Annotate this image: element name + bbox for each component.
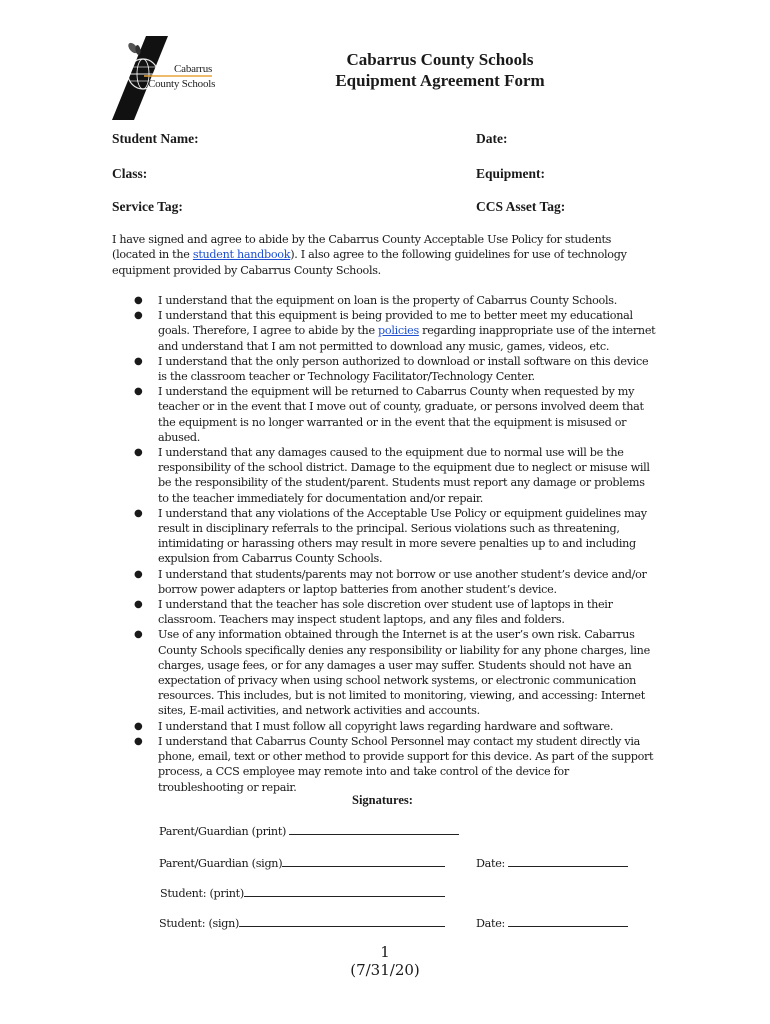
rule-text: I understand that any violations of the Acceptable Use Policy or equipment guidelines may result in disciplinary referrals to the principal. Serious violations such as threatening, intimidating or harassing others may result in more severe penalties up to and including expulsion from Cabarrus County Schools. [158, 506, 647, 566]
bullet-icon: ● [134, 310, 143, 322]
bullet-icon: ● [134, 629, 143, 641]
list-item [112, 445, 657, 506]
intro-text-start: I have signed and agree to abide by the Cabarrus County Acceptable Use Policy for students (located in the [112, 233, 612, 262]
date-label-2: Date: [476, 917, 506, 930]
intro-paragraph [112, 232, 657, 278]
bullet-icon: ● [134, 720, 143, 732]
rule-text: regarding inappropriate use of the internet and understand that I am not permitted to download any music, games, videos, etc. [158, 324, 656, 353]
guidelines-list [112, 293, 657, 795]
date-row-2 [476, 915, 628, 930]
page-title-line1: Cabarrus County Schools [346, 50, 534, 69]
class-label: Class: [112, 166, 148, 181]
student-sign-line[interactable] [239, 915, 445, 927]
bullet-icon: ● [134, 447, 143, 459]
student-print-line[interactable] [244, 885, 445, 897]
student-sign-label: Student: (sign) [159, 917, 240, 930]
list-item [112, 734, 657, 795]
rule-text: I understand that this equipment is being provided to me to better meet my educational goals. Therefore, I agree to abide by the [158, 309, 633, 338]
list-item [112, 308, 657, 354]
date-label: Date: [476, 131, 508, 146]
bullet-icon: ● [134, 386, 143, 398]
date-line-1[interactable] [508, 855, 628, 867]
list-item [112, 627, 657, 718]
date-line-2[interactable] [508, 915, 628, 927]
parent-print-line[interactable] [289, 823, 459, 835]
bullet-icon: ● [134, 599, 143, 611]
signatures-heading: Signatures: [352, 793, 413, 807]
list-item [112, 354, 657, 384]
rule-text: I understand that the only person authorized to download or install software on this device is the classroom teacher or Technology Facilitator/Technology Center. [158, 354, 649, 384]
rule-text: I understand that any damages caused to the equipment due to normal use will be the responsibility of the school district. Damage to the equipment due to neglect or misuse will be the responsibility of the student/parent. Students must report any damage or problems to the teacher immediately for documentation and/or repair. [158, 446, 650, 505]
page-title-line2: Equipment Agreement Form [335, 71, 545, 90]
list-item [112, 506, 657, 567]
rule-text: I understand that the equipment on loan is the property of Cabarrus County Schools. [158, 294, 617, 307]
page-number: 1 [380, 943, 390, 961]
logo-text-line2: County Schools [148, 78, 216, 90]
ccs-asset-tag-label: CCS Asset Tag: [476, 199, 566, 214]
revision-date: (7/31/20) [350, 961, 420, 979]
ccs-logo [112, 36, 222, 122]
rule-text: I understand that I must follow all copyright laws regarding hardware and software. [158, 719, 614, 733]
rule-text: Use of any information obtained through the Internet is at the user’s own risk. Cabarrus County Schools specifically denies any responsibility or liability for any phone charges, line charges, usage fees, or for any damages a user may suffer. Students should not have an expectation of privacy when using school network systems, or electronic communication resources. This includes, but is not limited to monitoring, viewing, and accessing: Internet sites, E-mail activities, and network activities and accounts. [158, 628, 650, 718]
parent-sign-row [159, 855, 445, 870]
rule-text: I understand that Cabarrus County School Personnel may contact my student directly via phone, email, text or other method to provide support for this device. As part of the support process, a CCS employee may remote into and take control of the device for troubleshooting or repair. [158, 734, 654, 794]
parent-print-row [159, 823, 459, 838]
bullet-icon: ● [134, 295, 143, 306]
student-handbook-link[interactable]: student handbook [192, 248, 291, 262]
logo-text-line1: Cabarrus [174, 63, 213, 75]
student-name-label: Student Name: [112, 131, 199, 146]
parent-sign-label: Parent/Guardian (sign) [159, 857, 283, 870]
list-item [112, 384, 657, 445]
bullet-icon: ● [134, 507, 143, 519]
intro-text-end: ). I also agree to the following guidelines for use of technology equipment provided by Cabarrus County Schools. [112, 248, 627, 277]
bullet-icon: ● [134, 568, 143, 580]
parent-sign-line[interactable] [282, 855, 445, 867]
equipment-label: Equipment: [476, 166, 546, 181]
service-tag-label: Service Tag: [112, 199, 183, 214]
date-row-1 [476, 855, 628, 870]
rule-text: I understand the equipment will be returned to Cabarrus County when requested by my teacher or in the event that I move out of county, graduate, or persons involved deem that the equipment is no longer warranted or in the event that the equipment is misused or abused. [158, 385, 644, 444]
student-print-row [160, 885, 445, 900]
bullet-icon: ● [134, 355, 143, 367]
policies-link[interactable]: policies [378, 324, 419, 338]
list-item [112, 719, 657, 734]
student-sign-row [159, 915, 445, 930]
list-item [112, 597, 657, 627]
list-item [112, 567, 657, 597]
bullet-icon: ● [134, 735, 143, 747]
rule-text: I understand that students/parents may not borrow or use another student’s device and/or borrow power adapters or laptop batteries from another student’s device. [158, 567, 647, 596]
rule-text: I understand that the teacher has sole discretion over student use of laptops in their classroom. Teachers may inspect student laptops, and any files and folders. [158, 598, 613, 627]
date-label-1: Date: [476, 857, 506, 870]
parent-print-label: Parent/Guardian (print) [159, 825, 287, 838]
student-print-label: Student: (print) [160, 887, 244, 900]
list-item [112, 293, 657, 308]
